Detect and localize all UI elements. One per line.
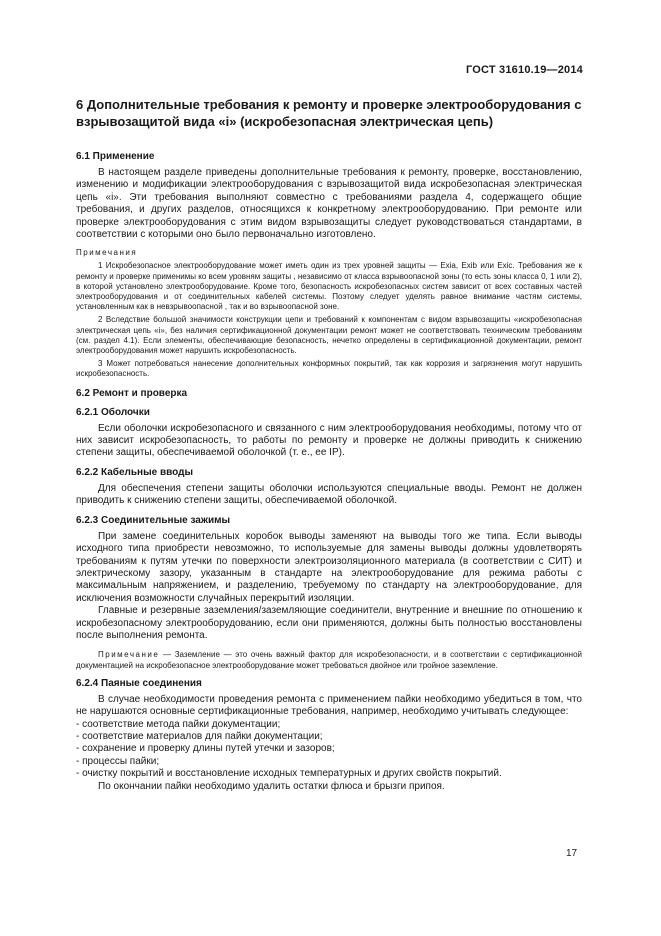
subsection-6-2-1-para: Если оболочки искробезопасного и связанного с ним электрооборудования необходимы, потому что от них зависит искробезопасность, то работы по ремонту и проверке не должны приводить к снижению степени защиты, обеспечиваемой оболочкой (т. е., ее IP). xyxy=(76,422,582,459)
subsection-6-2-4-final: По окончании пайки необходимо удалить остатки флюса и брызги припоя. xyxy=(98,780,445,792)
note-text: — Заземление — это очень важный фактор для искробезопасности, и в соответствии с сертификационной документацией на искробезопасное электрооборудование может требоваться двойное или тройное заземление. xyxy=(76,650,582,670)
list-item: - очистку покрытий и восстановление исходных температурных и других свойств покрытий. xyxy=(76,768,502,780)
list-item: - соответствие метода пайки документации; xyxy=(76,718,281,730)
subsection-6-2-4-title: 6.2.4 Паяные соединения xyxy=(76,677,202,689)
list-item: - сохранение и проверку длины путей утечки и зазоров; xyxy=(76,743,335,755)
page-number: 17 xyxy=(566,848,578,859)
note-label: Примечание xyxy=(98,650,160,660)
subsection-6-1-title: 6.1 Применение xyxy=(76,151,155,162)
subsection-6-2-2-title: 6.2.2 Кабельные вводы xyxy=(76,466,193,478)
list-item: - процессы пайки; xyxy=(76,755,160,767)
subsection-6-2-title: 6.2 Ремонт и проверка xyxy=(76,387,188,399)
subsection-6-2-1-title: 6.2.1 Оболочки xyxy=(76,406,150,418)
page-content xyxy=(76,96,582,793)
note-2: 2 Вследствие большой значимости конструкции цепи и требований к компонентам с видом взрывозащиты «искробезопасная электрическая цепь «i», без наличия сертификационной документации ремонт может не соответствовать техническим требованиям (см. раздел 4.1). Если элементы, обеспечивающие безопасность, нечетко определены в сертификационной документации, ремонт электрооборудования может нарушить искробезопасность. xyxy=(76,315,582,356)
solder-requirements-list xyxy=(76,719,582,781)
subsection-6-2-3-para-2: Главные и резервные заземления/заземляющие соединители, внутренние и внешние по отношению к искробезопасному электрооборудованию, если они применяются, должны быть полностью восстановлены после выполнения ремонта. xyxy=(76,605,582,641)
subsection-6-1-para: В настоящем разделе приведены дополнительные требования к ремонту, проверке, восстановлению, изменению и модификации электрооборудования с взрывозащитой вида искробезопасная электрическая цепь «i». Эти требования выполняют совместно с требованиями раздела 4, содержащего общие требования, и других разделов, относящихся к конкретному электрооборудованию. При ремонте или проверке электрооборудования с этим видом взрывозащиты следует руководствоваться стандартами, в соответствии с которыми оно было первоначально изготовлено. xyxy=(76,167,582,241)
notes-heading: Примечания xyxy=(76,248,138,258)
section-title: 6 Дополнительные требования к ремонту и проверке электрооборудования с взрывозащитой вида «i» (искробезопасная электрическая цепь) xyxy=(76,97,582,129)
subsection-6-2-3-note xyxy=(76,650,582,670)
list-item: - соответствие материалов для пайки документации; xyxy=(76,730,323,742)
subsection-6-2-3-title: 6.2.3 Соединительные зажимы xyxy=(76,514,231,526)
subsection-6-2-4-para: В случае необходимости проведения ремонта с применением пайки необходимо убедиться в том, что не нарушаются основные сертификационные требования, например, необходимо учитывать следующее: xyxy=(76,693,582,718)
subsection-6-2-2-para: Для обеспечения степени защиты оболочки используются специальные вводы. Ремонт не должен приводить к снижению степени защиты, обеспечиваемой оболочкой. xyxy=(76,482,582,507)
subsection-6-2-3-para-1: При замене соединительных коробок выводы заменяют на выводы того же типа. Если выводы исходного типа приобрести невозможно, то используемые для замены выводы должны удовлетворять требованиям к путям утечки по поверхности электроизоляционного материала (в соответствии с СИТ) и электрическому зазору, указанным в стандарте на электрооборудование для режима работы с максимальным напряжением, и разделению, требуемому по стандарту на электрооборудование, для исключения возможности случайных перекрытий изоляции. xyxy=(76,530,582,604)
note-1: 1 Искробезопасное электрооборудование может иметь один из трех уровней защиты — Exia, Exib или Exic. Требования же к ремонту и проверке применимы ко всем уровням защиты , независимо от класса взрывоопасной зоны (то есть зоны класса 0, 1 или 2), в которой установлено электрооборудование. Кроме того, безопасность искробезопасных систем зависит от всех составных частей электрооборудования и от соединительных кабелей системы. Поэтому следует уделять равное внимание частям системы, установленным как в невзрывоопасной , так и во взрывоопасной зоне. xyxy=(76,261,582,312)
note-3: 3 Может потребоваться нанесение дополнительных конформных покрытий, так как коррозия и загрязнения могут нарушить искробезопасность. xyxy=(76,359,582,379)
document-header: ГОСТ 31610.19—2014 xyxy=(465,64,583,76)
